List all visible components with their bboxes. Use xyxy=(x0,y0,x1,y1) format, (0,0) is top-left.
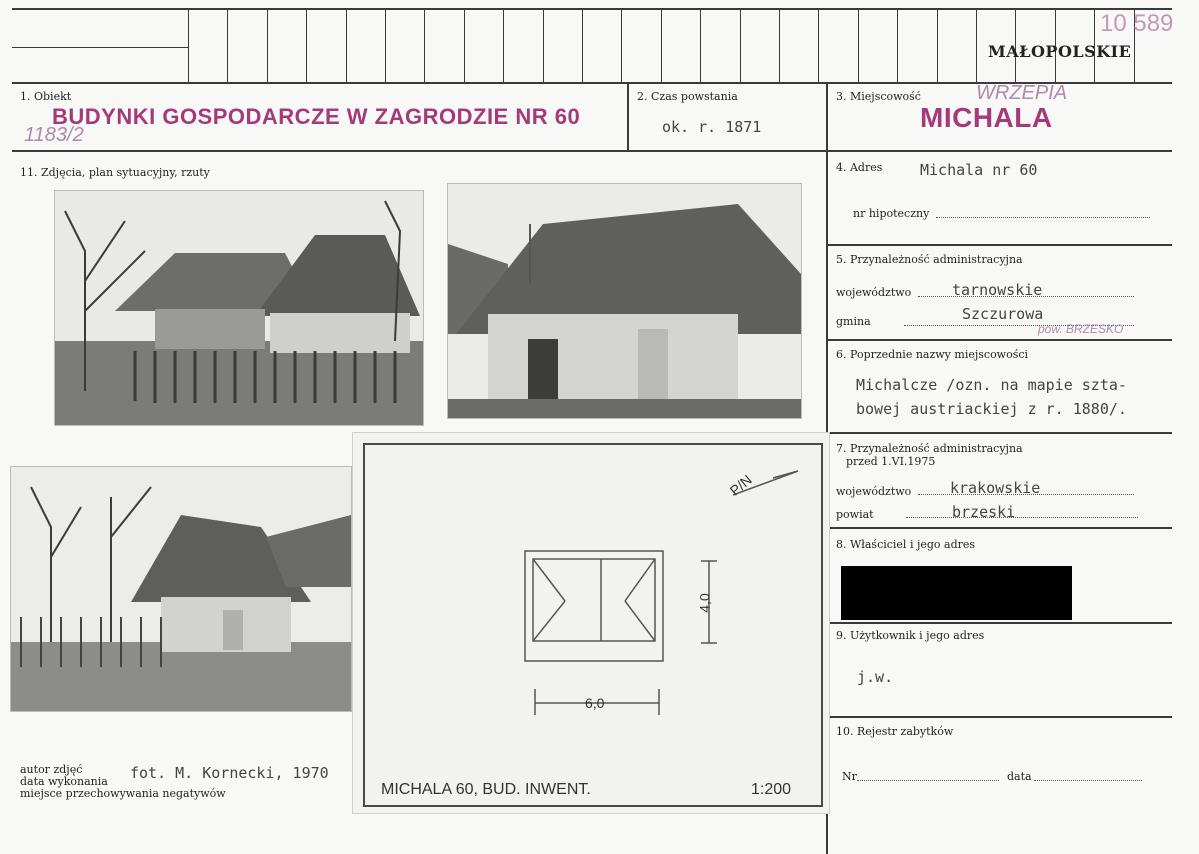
negatives-label: miejsce przechowywania negatywów xyxy=(20,787,226,800)
site-plan-sheet xyxy=(352,432,830,814)
mortgage-label: nr hipoteczny xyxy=(853,207,930,220)
header-box-divider xyxy=(385,10,386,82)
object-value: BUDYNKI GOSPODARCZE W ZAGRODZIE NR 60 xyxy=(52,104,581,129)
rule-6 xyxy=(826,432,1172,434)
author-value-clip xyxy=(130,764,352,786)
register-nr-dotted-line xyxy=(857,780,999,781)
header-box-divider xyxy=(464,10,465,82)
header-box-divider xyxy=(424,10,425,82)
field-2-label: 2. Czas powstania xyxy=(637,90,738,103)
divider-1-2 xyxy=(627,84,629,150)
locality-handnote: WRZEPIA xyxy=(976,82,1068,104)
county-dotted-line xyxy=(906,517,1138,518)
header-box-divider xyxy=(582,10,583,82)
header-box-divider xyxy=(937,10,938,82)
field-6-label: 6. Poprzednie nazwy miejscowości xyxy=(836,348,1029,361)
field-11-label: 11. Zdjęcia, plan sytuacyjny, rzuty xyxy=(20,166,210,179)
commune-value: Szczurowa xyxy=(962,305,1044,323)
header-box-divider xyxy=(700,10,701,82)
top-border xyxy=(12,8,1172,10)
region-label: MAŁOPOLSKIE xyxy=(988,42,1132,61)
header-box-divider xyxy=(346,10,347,82)
header-box-divider xyxy=(897,10,898,82)
user-value: j.w. xyxy=(857,668,894,686)
rule-8 xyxy=(826,622,1172,624)
header-box-divider xyxy=(267,10,268,82)
voivodeship-value: tarnowskie xyxy=(952,281,1043,299)
header-box-divider xyxy=(621,10,622,82)
former-voivodeship-value: krakowskie xyxy=(950,479,1041,497)
header-box-divider xyxy=(188,10,189,82)
field-5-label: 5. Przynależność administracyjna xyxy=(836,253,1023,266)
rule-4 xyxy=(826,244,1172,246)
object-handnote: 1183/2 xyxy=(24,124,84,146)
field-1-label: 1. Obiekt xyxy=(20,90,72,103)
commune-label: gmina xyxy=(836,315,871,328)
dimension-horizontal: 6,0 xyxy=(585,695,605,711)
card-number: 10 589 xyxy=(1100,10,1174,37)
register-date-dotted-line xyxy=(1034,780,1142,781)
photo-farm-buildings-1 xyxy=(54,190,424,426)
county-value: brzeski xyxy=(952,503,1016,521)
header-box-divider xyxy=(306,10,307,82)
header-box-divider xyxy=(543,10,544,82)
mortgage-dotted-line xyxy=(936,217,1150,218)
redacted-owner xyxy=(841,566,1072,620)
county-handnote: pow. BRZESKO xyxy=(1038,322,1124,336)
header-box-divider xyxy=(976,10,977,82)
rule-7 xyxy=(826,527,1172,529)
former-voivodeship-label: województwo xyxy=(836,485,912,498)
north-arrow-label: P/N xyxy=(726,471,755,499)
voivodeship-label: województwo xyxy=(836,286,912,299)
field-10-label: 10. Rejestr zabytków xyxy=(836,725,954,738)
header-box-divider xyxy=(779,10,780,82)
former-names-line-2: bowej austriackiej z r. 1880/. xyxy=(856,400,1127,418)
register-date-label: data xyxy=(1007,770,1032,783)
county-label: powiat xyxy=(836,508,874,521)
author-label: autor zdjęć xyxy=(20,763,83,776)
date-value: ok. r. 1871 xyxy=(662,118,762,136)
floor-plan-drawing xyxy=(353,433,829,813)
field-3-label: 3. Miejscowość xyxy=(836,90,921,103)
field-7-label-2: przed 1.VI.1975 xyxy=(846,455,936,468)
header-box-divider xyxy=(227,10,228,82)
header-box-divider xyxy=(503,10,504,82)
author-value: fot. M. Kornecki, 1970 xyxy=(130,764,329,782)
header-rule-left xyxy=(12,47,188,48)
photo-farm-buildings-2 xyxy=(10,466,352,712)
plan-scale: 1:200 xyxy=(751,781,792,798)
row1-bottom-rule xyxy=(12,150,1172,152)
locality-value: MICHALA xyxy=(920,102,1053,133)
photo-thatched-barn xyxy=(447,183,802,419)
header-box-divider xyxy=(740,10,741,82)
date-taken-label: data wykonania xyxy=(20,775,108,788)
rule-5 xyxy=(826,339,1172,341)
former-names-line-1: Michalcze /ozn. na mapie szta- xyxy=(856,376,1127,394)
field-7-label-1: 7. Przynależność administracyjna xyxy=(836,442,1023,455)
header-box-divider xyxy=(858,10,859,82)
field-4-label: 4. Adres xyxy=(836,161,883,174)
plan-caption: MICHALA 60, BUD. INWENT. xyxy=(381,781,591,798)
rule-9 xyxy=(826,716,1172,718)
field-9-label: 9. Użytkownik i jego adres xyxy=(836,629,985,642)
header-box-divider xyxy=(818,10,819,82)
header-box-divider xyxy=(661,10,662,82)
address-value: Michala nr 60 xyxy=(920,161,1038,179)
register-nr-label: Nr xyxy=(842,770,857,783)
field-8-label: 8. Właściciel i jego adres xyxy=(836,538,976,551)
dimension-vertical: 4,0 xyxy=(696,593,713,613)
